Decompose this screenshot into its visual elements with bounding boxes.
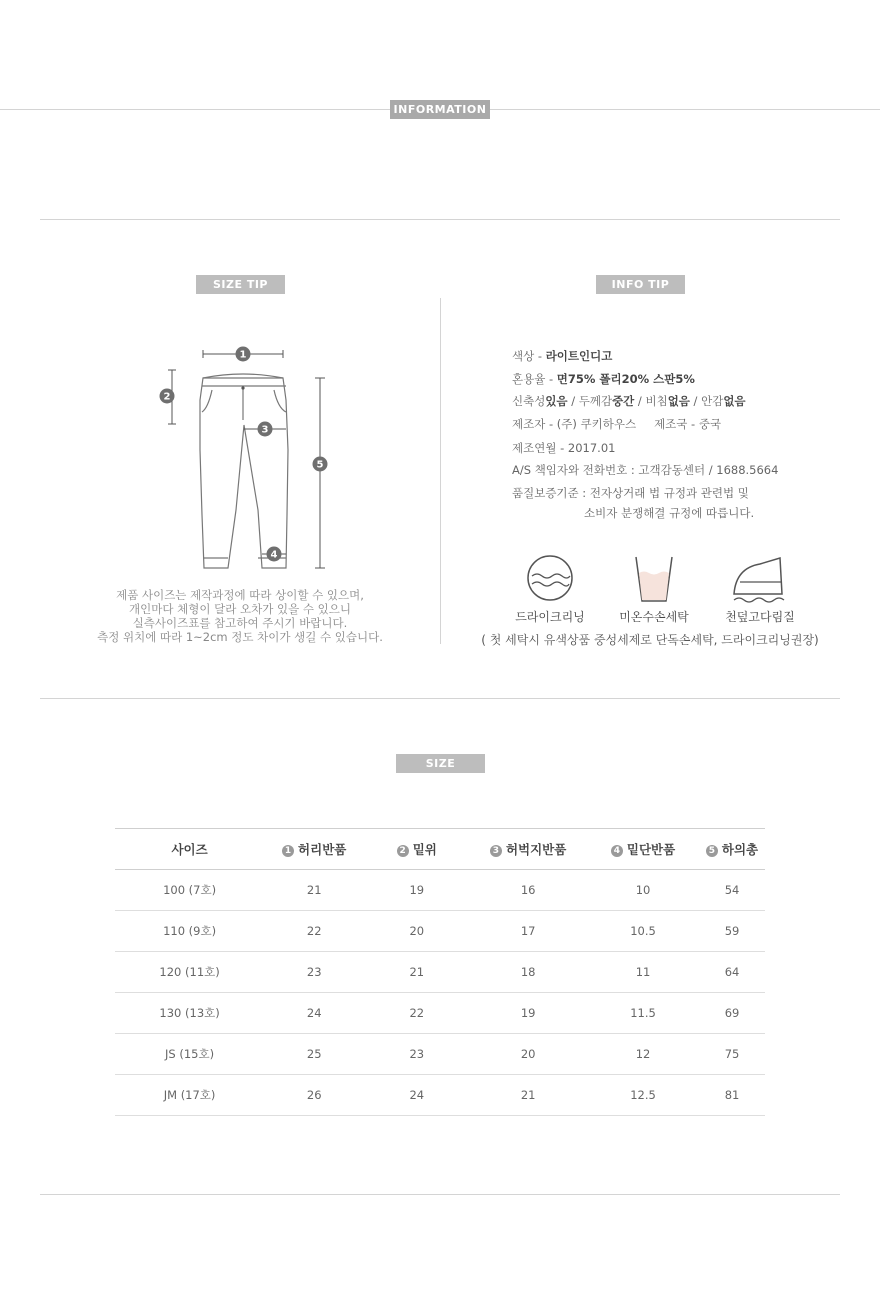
note-line: 개인마다 체형이 달라 오차가 있을 수 있으니 <box>129 602 351 616</box>
cell-waist: 26 <box>264 1075 364 1116</box>
cell-thigh: 20 <box>469 1034 587 1075</box>
properties-line: 신축성있음 / 두께감중간 / 비침없음 / 안감없음 <box>512 394 746 408</box>
number-2-icon: 2 <box>397 845 409 857</box>
hand-wash-label: 미온수손세탁 <box>619 610 689 624</box>
number-4-icon: 4 <box>611 845 623 857</box>
cell-thigh: 18 <box>469 952 587 993</box>
cell-hem: 10 <box>587 870 699 911</box>
cell-size: 120 (11호) <box>115 952 264 993</box>
quality-line-1: 품질보증기준 : 전자상거래 법 규정과 관련법 및 <box>512 486 749 500</box>
section-divider-bottom <box>40 1194 840 1195</box>
date-line: 제조연월 - 2017.01 <box>512 441 616 455</box>
cell-length: 59 <box>699 911 765 952</box>
number-5-icon: 5 <box>706 845 718 857</box>
cell-size: JS (15호) <box>115 1034 264 1075</box>
cell-thigh: 21 <box>469 1075 587 1116</box>
svg-text:3: 3 <box>261 424 269 436</box>
note-line: 제품 사이즈는 제작과정에 따라 상이할 수 있으며, <box>116 588 364 602</box>
cell-rise: 24 <box>364 1075 469 1116</box>
maker-line: 제조자 - (주) 쿠키하우스 제조국 - 중국 <box>512 417 722 431</box>
table-header-row <box>115 829 765 870</box>
note-line: 측정 위치에 따라 1~2cm 정도 차이가 생길 수 있습니다. <box>97 630 383 644</box>
cell-rise: 21 <box>364 952 469 993</box>
dry-clean-label: 드라이크리닝 <box>515 610 585 624</box>
cell-thigh: 16 <box>469 870 587 911</box>
cell-size: 130 (13호) <box>115 993 264 1034</box>
svg-text:4: 4 <box>270 549 278 561</box>
section-divider-top <box>40 219 840 220</box>
dry-clean-icon <box>526 554 576 604</box>
header-rise: 2 밑위 <box>364 829 469 870</box>
header-size: 사이즈 <box>115 829 264 870</box>
cell-waist: 21 <box>264 870 364 911</box>
cell-rise: 22 <box>364 993 469 1034</box>
cell-size: 110 (9호) <box>115 911 264 952</box>
column-divider <box>440 298 441 644</box>
table-row <box>115 911 765 952</box>
size-tip-note <box>40 588 440 644</box>
cell-size: JM (17호) <box>115 1075 264 1116</box>
number-3-icon: 3 <box>490 845 502 857</box>
cell-size: 100 (7호) <box>115 870 264 911</box>
cell-hem: 11.5 <box>587 993 699 1034</box>
cell-waist: 25 <box>264 1034 364 1075</box>
pants-outline <box>200 378 288 568</box>
quality-line-2: 소비자 분쟁해결 규정에 따릅니다. <box>584 506 755 520</box>
svg-text:1: 1 <box>239 349 247 361</box>
size-table <box>115 828 765 1116</box>
size-badge: SIZE <box>396 754 485 773</box>
cell-length: 81 <box>699 1075 765 1116</box>
header-thigh: 3 허벅지반품 <box>469 829 587 870</box>
as-line: A/S 책임자와 전화번호 : 고객감동센터 / 1688.5664 <box>512 463 779 477</box>
note-line: 실측사이즈표를 참고하여 주시기 바랍니다. <box>132 616 348 630</box>
cell-length: 64 <box>699 952 765 993</box>
section-divider-middle <box>40 698 840 699</box>
cell-hem: 12.5 <box>587 1075 699 1116</box>
cell-thigh: 19 <box>469 993 587 1034</box>
pants-diagram <box>150 340 350 580</box>
table-row <box>115 870 765 911</box>
cell-length: 75 <box>699 1034 765 1075</box>
cell-hem: 11 <box>587 952 699 993</box>
cell-rise: 20 <box>364 911 469 952</box>
cell-hem: 12 <box>587 1034 699 1075</box>
cell-length: 54 <box>699 870 765 911</box>
information-badge: INFORMATION <box>390 100 490 119</box>
info-tip-badge: INFO TIP <box>596 275 685 294</box>
iron-label: 천덮고다림질 <box>725 610 795 624</box>
care-note: ( 첫 세탁시 유색상품 중성세제로 단독손세탁, 드라이크리닝권장) <box>481 633 819 647</box>
cell-waist: 24 <box>264 993 364 1034</box>
cell-waist: 22 <box>264 911 364 952</box>
table-row <box>115 952 765 993</box>
header-waist: 1 허리반품 <box>264 829 364 870</box>
cell-thigh: 17 <box>469 911 587 952</box>
hand-wash-icon <box>632 555 676 605</box>
table-row <box>115 1075 765 1116</box>
svg-text:2: 2 <box>163 391 171 403</box>
cell-waist: 23 <box>264 952 364 993</box>
size-tip-badge: SIZE TIP <box>196 275 285 294</box>
cell-rise: 23 <box>364 1034 469 1075</box>
iron-icon <box>730 552 788 604</box>
cell-rise: 19 <box>364 870 469 911</box>
cell-hem: 10.5 <box>587 911 699 952</box>
header-length: 5 하의총 <box>699 829 765 870</box>
header-hem: 4 밑단반품 <box>587 829 699 870</box>
table-row <box>115 1034 765 1075</box>
svg-text:5: 5 <box>316 459 324 471</box>
cell-length: 69 <box>699 993 765 1034</box>
color-line: 색상 - 라이트인디고 <box>512 349 613 363</box>
number-1-icon: 1 <box>282 845 294 857</box>
blend-line: 혼용율 - 면75% 폴리20% 스판5% <box>512 372 695 386</box>
table-row <box>115 993 765 1034</box>
